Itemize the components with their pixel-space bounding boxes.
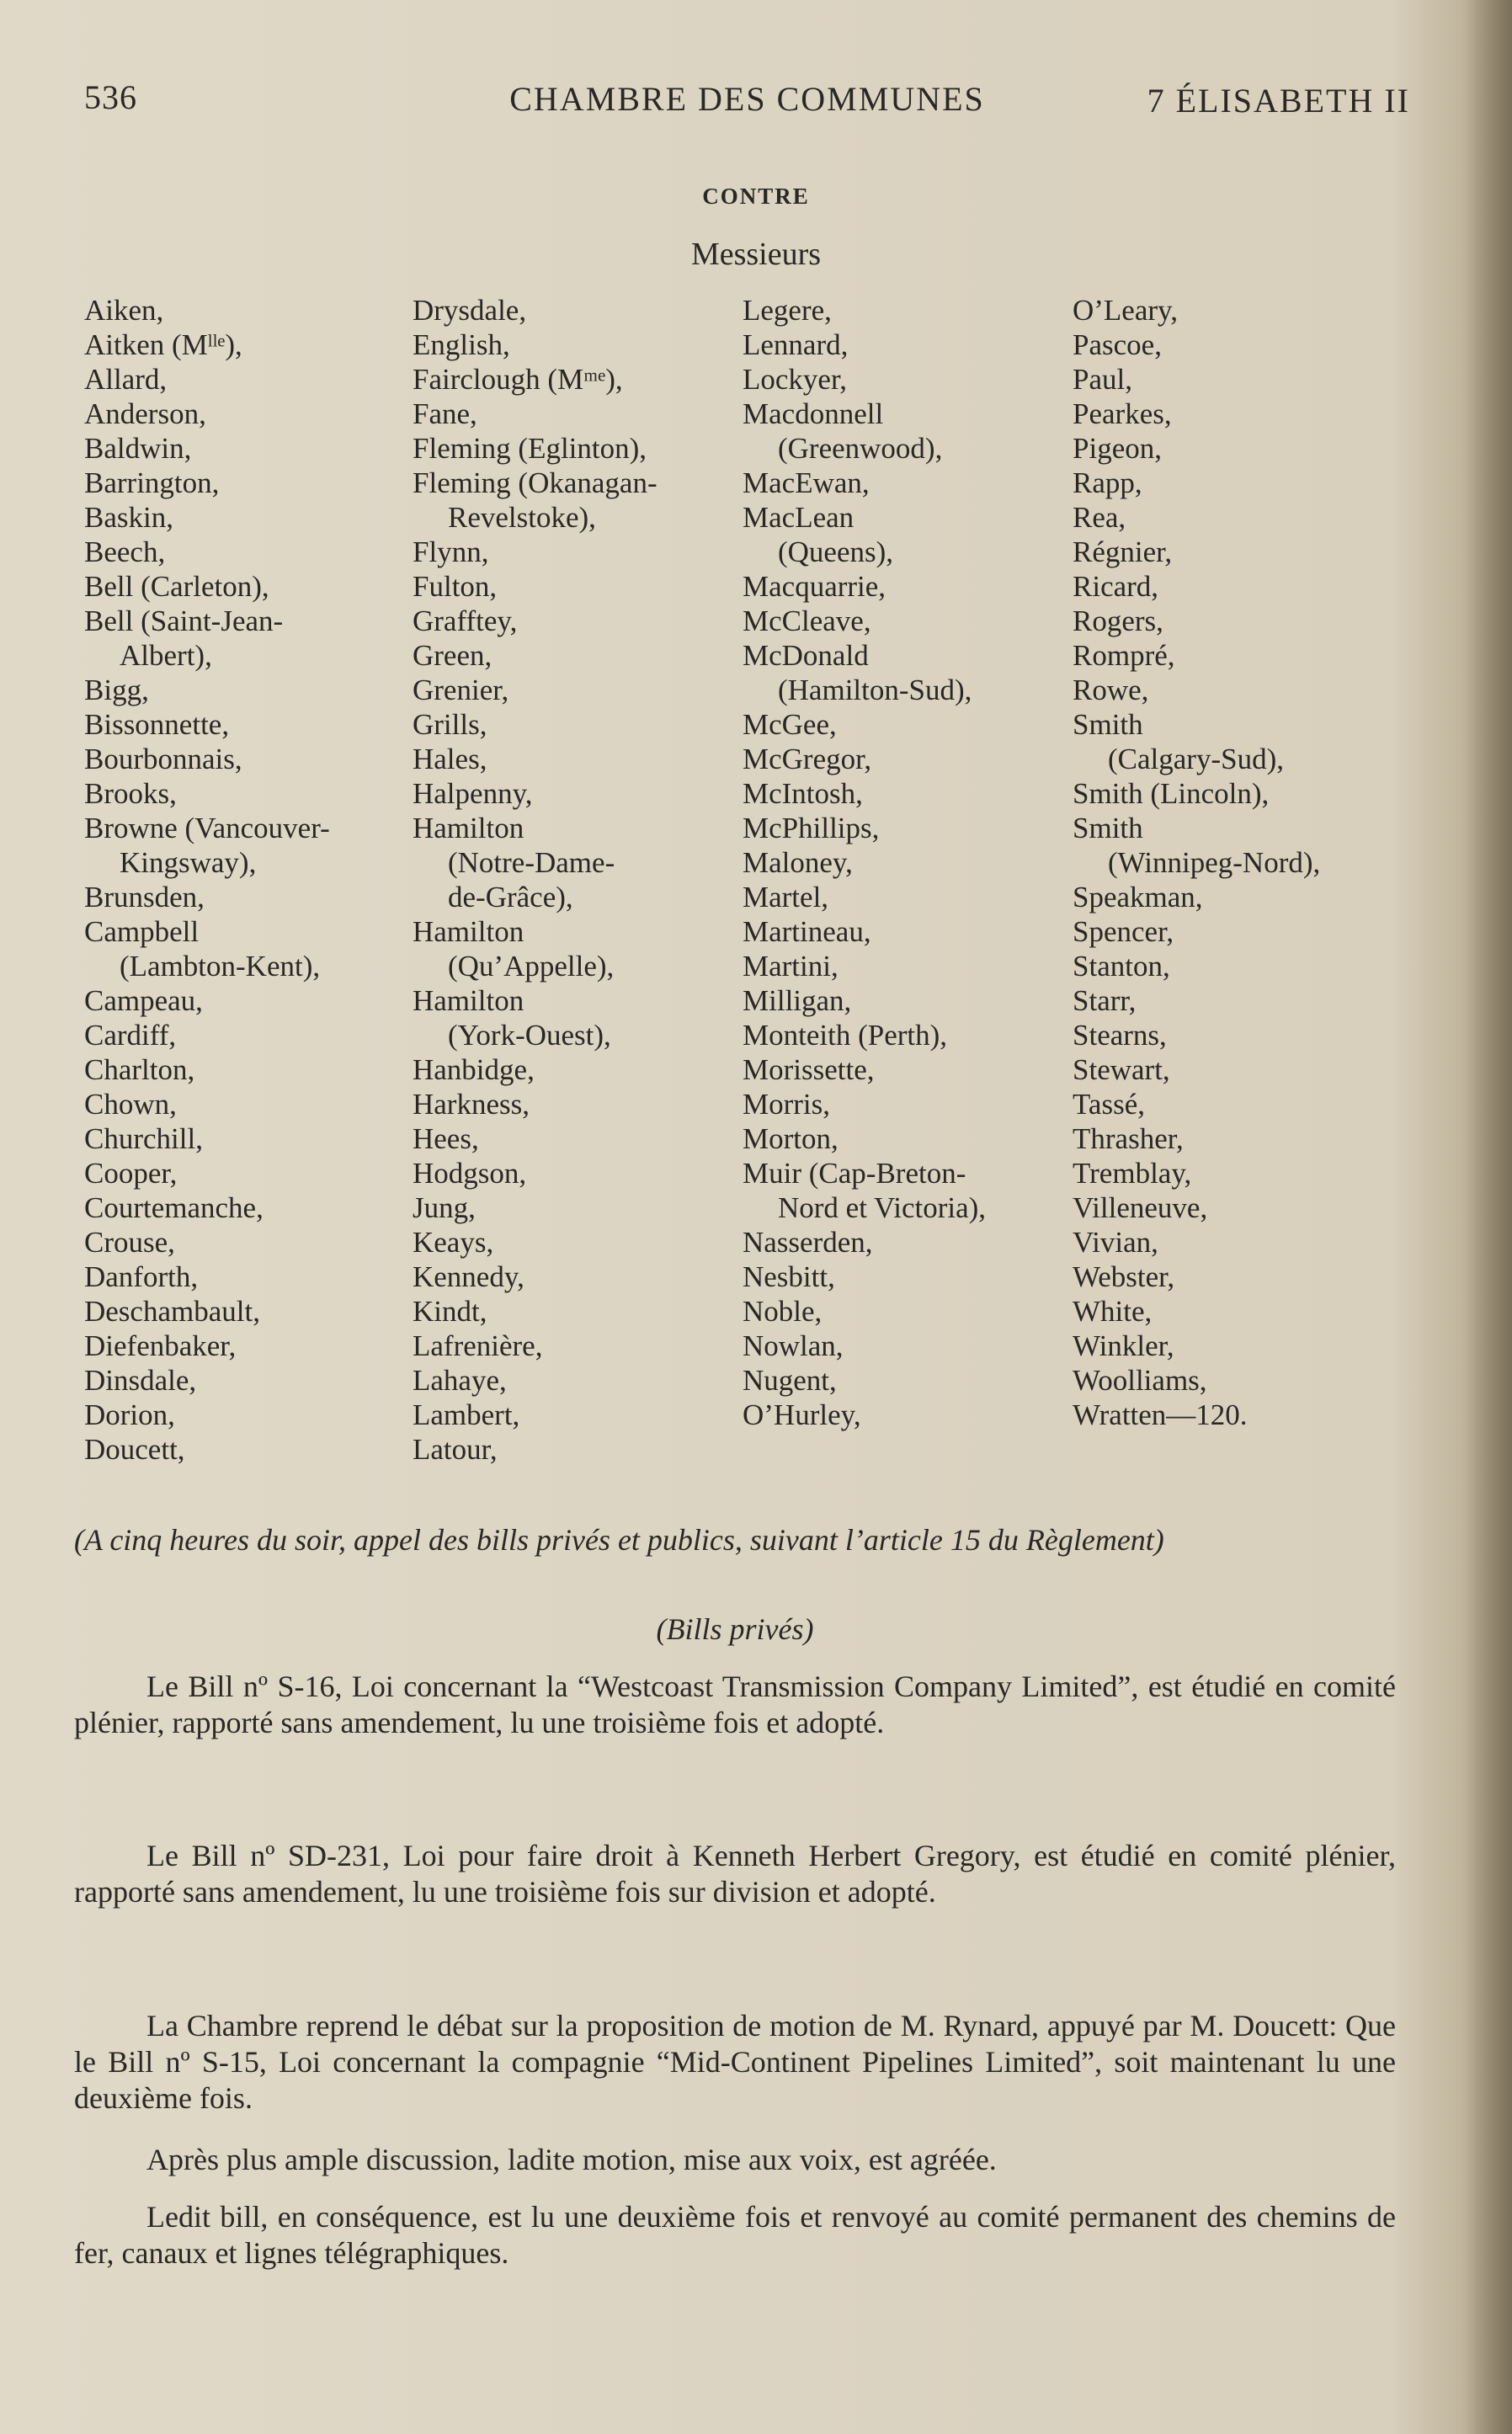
member-name: Deschambault, bbox=[84, 1295, 260, 1328]
member-name: Speakman, bbox=[1073, 881, 1203, 913]
paragraph-bill-sd231: Le Bill nº SD-231, Loi pour faire droit à Kenneth Herbert Gregory, est étudié en comité plénier, rapporté sans amendement, lu une troisième fois sur division et adopté. bbox=[74, 1839, 1396, 1909]
members-list bbox=[77, 293, 1424, 1472]
member-name: Danforth, bbox=[84, 1260, 199, 1293]
member-name: Martini, bbox=[743, 950, 839, 983]
member-name: Beech, bbox=[84, 535, 166, 568]
member-name: Ricard, bbox=[1073, 570, 1159, 603]
member-name: Nord et Victoria), bbox=[778, 1191, 987, 1224]
member-name: Kindt, bbox=[413, 1295, 487, 1328]
member-name: Aiken, bbox=[84, 294, 164, 327]
member-name: Noble, bbox=[743, 1295, 823, 1328]
member-name: Rea, bbox=[1073, 501, 1126, 534]
member-name: (Calgary-Sud), bbox=[1108, 743, 1284, 775]
page-number: 536 bbox=[84, 78, 137, 116]
member-name: Drysdale, bbox=[413, 294, 527, 327]
member-name: Rapp, bbox=[1073, 466, 1142, 499]
member-name: Hales, bbox=[413, 743, 487, 775]
member-name: Morissette, bbox=[743, 1053, 875, 1086]
member-name: Cardiff, bbox=[84, 1019, 177, 1052]
member-name: Smith bbox=[1073, 812, 1143, 844]
member-name: Cooper, bbox=[84, 1157, 178, 1190]
member-name: Grenier, bbox=[413, 674, 509, 706]
regnal-year: 7 ÉLISABETH II bbox=[1147, 82, 1410, 120]
member-name: Fulton, bbox=[413, 570, 498, 603]
page-edge-shadow bbox=[1461, 0, 1512, 2434]
member-name: (Notre-Dame- bbox=[448, 846, 615, 879]
member-name: Villeneuve, bbox=[1073, 1191, 1208, 1224]
member-name: McGee, bbox=[743, 708, 837, 741]
member-name: Stanton, bbox=[1073, 950, 1170, 983]
member-name: Webster, bbox=[1073, 1260, 1175, 1293]
member-name: Rompré, bbox=[1073, 639, 1175, 672]
member-name: Bell (Carleton), bbox=[84, 570, 269, 603]
members-column-2 bbox=[413, 293, 658, 1467]
member-name: Dorion, bbox=[84, 1398, 175, 1431]
member-name: Lafrenière, bbox=[413, 1329, 543, 1362]
member-name: Baldwin, bbox=[84, 432, 192, 465]
member-name: Revelstoke), bbox=[448, 501, 596, 534]
member-name: Bissonnette, bbox=[84, 708, 230, 741]
member-name: Harkness, bbox=[413, 1088, 530, 1121]
member-name: Aitken (Mˡˡᵉ), bbox=[84, 328, 242, 361]
member-name: Courtemanche, bbox=[84, 1191, 264, 1224]
member-name: Stewart, bbox=[1073, 1053, 1170, 1086]
member-name: Tremblay, bbox=[1073, 1157, 1192, 1190]
member-name: McPhillips, bbox=[743, 812, 880, 844]
member-name: Barrington, bbox=[84, 466, 220, 499]
paragraph-motion-agreed: Après plus ample discussion, ladite motion, mise aux voix, est agréée. bbox=[146, 2143, 997, 2176]
member-name: Rogers, bbox=[1073, 605, 1163, 637]
member-name: Hamilton bbox=[413, 915, 524, 948]
member-name: O’Leary, bbox=[1073, 294, 1179, 327]
member-name: MacEwan, bbox=[743, 466, 870, 499]
member-name: White, bbox=[1073, 1295, 1153, 1328]
member-name: Lahaye, bbox=[413, 1364, 507, 1397]
member-name: Doucett, bbox=[84, 1433, 185, 1466]
member-name: Jung, bbox=[413, 1191, 476, 1224]
member-name: Hees, bbox=[413, 1122, 479, 1155]
member-name: (Winnipeg-Nord), bbox=[1108, 846, 1321, 879]
members-column-4 bbox=[1073, 293, 1320, 1432]
member-name: Browne (Vancouver- bbox=[84, 812, 330, 844]
member-name: Diefenbaker, bbox=[84, 1329, 237, 1362]
member-name: Hanbidge, bbox=[413, 1053, 535, 1086]
member-name: Anderson, bbox=[84, 397, 206, 430]
member-name: (Lambton-Kent), bbox=[120, 950, 321, 983]
member-name: McDonald bbox=[743, 639, 869, 672]
member-name: McGregor, bbox=[743, 743, 872, 775]
member-name: Starr, bbox=[1073, 984, 1137, 1017]
member-name: Grafftey, bbox=[413, 605, 518, 637]
member-name: Grills, bbox=[413, 708, 487, 741]
member-name: Keays, bbox=[413, 1226, 494, 1259]
member-name: (York-Ouest), bbox=[448, 1019, 611, 1052]
member-name: Milligan, bbox=[743, 984, 852, 1017]
member-name: Nugent, bbox=[743, 1364, 837, 1397]
member-name: Legere, bbox=[743, 294, 832, 327]
member-name: Charlton, bbox=[84, 1053, 195, 1086]
member-name: Baskin, bbox=[84, 501, 173, 534]
member-name: Fairclough (Mᵐᵉ), bbox=[413, 363, 623, 396]
member-name: Fleming (Okanagan- bbox=[413, 466, 658, 499]
member-name: de-Grâce), bbox=[448, 881, 573, 913]
member-name: Macquarrie, bbox=[743, 570, 886, 603]
member-name: Green, bbox=[413, 639, 492, 672]
member-name: Latour, bbox=[413, 1433, 498, 1466]
member-name: Allard, bbox=[84, 363, 168, 396]
member-name: Fane, bbox=[413, 397, 477, 430]
page-header bbox=[84, 77, 1410, 128]
member-name: Morton, bbox=[743, 1122, 839, 1155]
member-name: Macdonnell bbox=[743, 397, 884, 430]
member-name: Kingsway), bbox=[120, 846, 257, 879]
paragraph-bill-s16: Le Bill nº S-16, Loi concernant la “Westcoast Transmission Company Limited”, est étudié en comité plénier, rapporté sans amendement, lu une troisième fois et adopté. bbox=[74, 1670, 1396, 1739]
member-name: Lennard, bbox=[743, 328, 849, 361]
time-note: (A cinq heures du soir, appel des bills privés et publics, suivant l’article 15 du Règlement) bbox=[74, 1523, 1164, 1557]
member-name: Chown, bbox=[84, 1088, 177, 1121]
member-name: Smith bbox=[1073, 708, 1143, 741]
member-name: Halpenny, bbox=[413, 777, 533, 810]
member-name: Régnier, bbox=[1073, 535, 1173, 568]
member-name: Flynn, bbox=[413, 535, 489, 568]
member-name: (Greenwood), bbox=[778, 432, 943, 465]
running-title: CHAMBRE DES COMMUNES bbox=[509, 80, 985, 118]
member-name: Churchill, bbox=[84, 1122, 203, 1155]
member-name: Paul, bbox=[1073, 363, 1132, 396]
member-name: Campeau, bbox=[84, 984, 203, 1017]
member-name: Smith (Lincoln), bbox=[1073, 777, 1270, 810]
member-name: Brooks, bbox=[84, 777, 177, 810]
member-name: Bell (Saint-Jean- bbox=[84, 605, 284, 637]
member-name: Kennedy, bbox=[413, 1260, 524, 1293]
member-name: Rowe, bbox=[1073, 674, 1149, 706]
member-name: Hamilton bbox=[413, 812, 524, 844]
member-name: Nesbitt, bbox=[743, 1260, 835, 1293]
member-name: Lockyer, bbox=[743, 363, 847, 396]
member-name: (Queens), bbox=[778, 535, 894, 568]
member-name: Martineau, bbox=[743, 915, 871, 948]
member-name: Woolliams, bbox=[1073, 1364, 1207, 1397]
member-name: Spencer, bbox=[1073, 915, 1174, 948]
member-name: Crouse, bbox=[84, 1226, 175, 1259]
member-name: Muir (Cap-Breton- bbox=[743, 1157, 966, 1190]
member-name: Pigeon, bbox=[1073, 432, 1162, 465]
member-name: McIntosh, bbox=[743, 777, 863, 810]
member-name: MacLean bbox=[743, 501, 854, 534]
members-column-3 bbox=[743, 293, 986, 1432]
member-name: Hodgson, bbox=[413, 1157, 527, 1190]
vote-subheading: Messieurs bbox=[690, 237, 822, 272]
member-name: Fleming (Eglinton), bbox=[413, 432, 647, 465]
member-name: Vivian, bbox=[1073, 1226, 1158, 1259]
member-name: (Hamilton-Sud), bbox=[778, 674, 972, 706]
member-name: Pearkes, bbox=[1073, 397, 1172, 430]
member-name: Stearns, bbox=[1073, 1019, 1167, 1052]
member-name: Monteith (Perth), bbox=[743, 1019, 948, 1052]
member-name: Brunsden, bbox=[84, 881, 205, 913]
member-name: Bourbonnais, bbox=[84, 743, 242, 775]
member-name: Campbell bbox=[84, 915, 200, 948]
member-name: Wratten—120. bbox=[1073, 1398, 1248, 1431]
member-name: Lambert, bbox=[413, 1398, 520, 1431]
member-name: English, bbox=[413, 328, 510, 361]
vote-heading: CONTRE bbox=[702, 184, 810, 209]
member-name: Nasserden, bbox=[743, 1226, 873, 1259]
member-name: Nowlan, bbox=[743, 1329, 844, 1362]
member-name: Hamilton bbox=[413, 984, 524, 1017]
member-name: Maloney, bbox=[743, 846, 853, 879]
member-name: (Qu’Appelle), bbox=[448, 950, 615, 983]
members-column-1 bbox=[84, 293, 330, 1467]
member-name: McCleave, bbox=[743, 605, 871, 637]
member-name: Martel, bbox=[743, 881, 829, 913]
member-name: Albert), bbox=[120, 639, 212, 672]
member-name: Bigg, bbox=[84, 674, 149, 706]
member-name: Thrasher, bbox=[1073, 1122, 1184, 1155]
member-name: Pascoe, bbox=[1073, 328, 1162, 361]
section-heading: (Bills privés) bbox=[656, 1612, 814, 1646]
paragraph-referral: Ledit bill, en conséquence, est lu une deuxième fois et renvoyé au comité permanent des chemins de fer, canaux et lignes télégraphiques. bbox=[74, 2200, 1396, 2270]
member-name: Tassé, bbox=[1073, 1088, 1145, 1121]
member-name: O’Hurley, bbox=[743, 1398, 861, 1431]
paragraph-bill-s15: La Chambre reprend le débat sur la proposition de motion de M. Rynard, appuyé par M. Doucett: Que le Bill nº S-15, Loi concernant la compagnie “Mid-Continent Pipelines Limited”, soit maintenant lu une deuxième fois. bbox=[74, 2009, 1396, 2115]
member-name: Dinsdale, bbox=[84, 1364, 197, 1397]
member-name: Morris, bbox=[743, 1088, 831, 1121]
member-name: Winkler, bbox=[1073, 1329, 1174, 1362]
